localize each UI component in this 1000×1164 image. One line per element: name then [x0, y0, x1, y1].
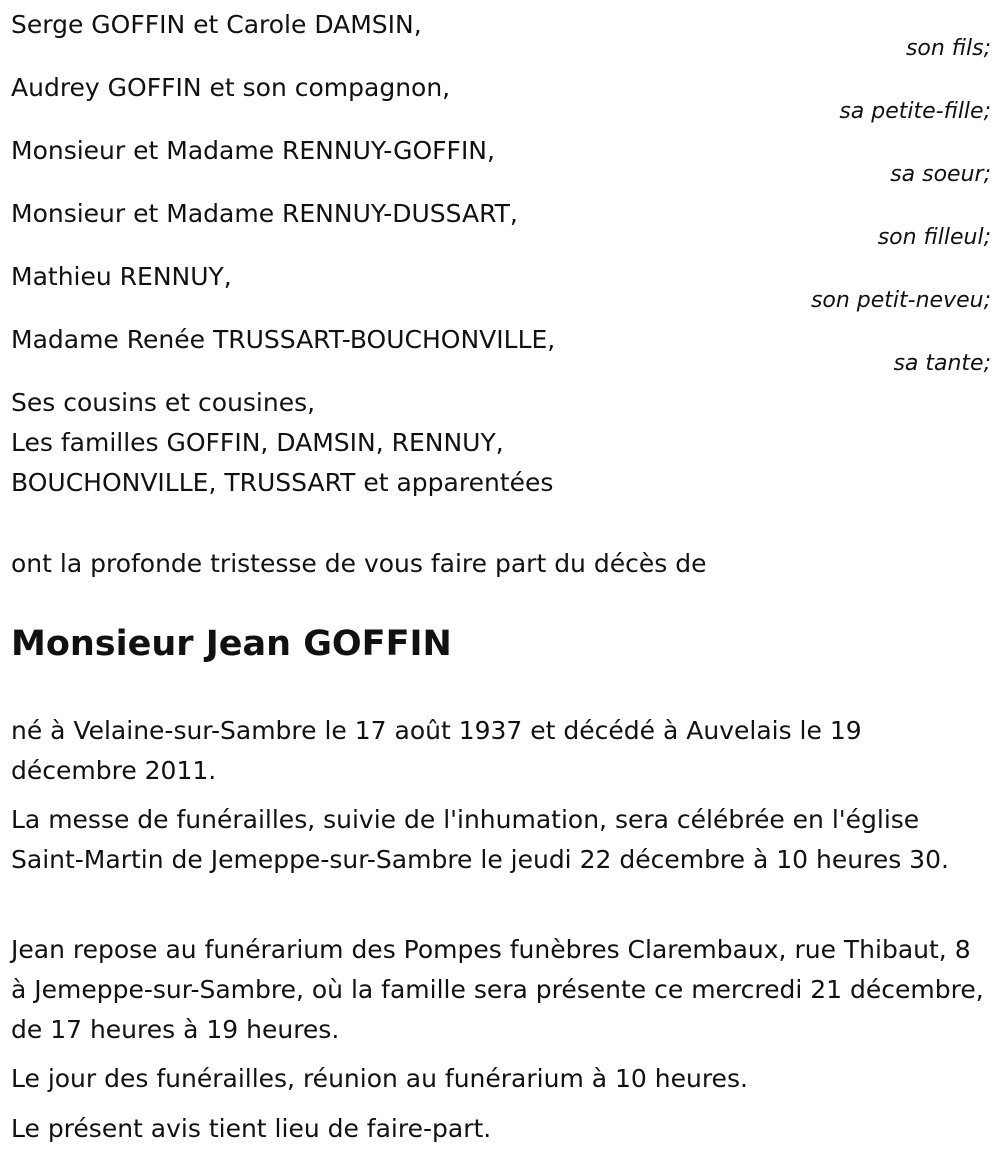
notice-paragraph: Le présent avis tient lieu de faire-part. [11, 1114, 492, 1143]
notice-paragraph: Le jour des funérailles, réunion au funérarium à 10 heures. [11, 1064, 748, 1093]
notice-paragraph: La messe de funérailles, suivie de l'inhumation, sera célébrée en l'église Saint-Martin de Jemeppe-sur-Sambre le jeudi 22 décembre à 10 heures 30. [11, 805, 949, 874]
family-entry-name: Monsieur et Madame RENNUY-GOFFIN, [11, 136, 495, 165]
notice-paragraph: né à Velaine-sur-Sambre le 17 août 1937 et décédé à Auvelais le 19 décembre 2011. [11, 716, 862, 785]
family-entry-relation: son filleul; [877, 225, 991, 250]
family-entry-name: Madame Renée TRUSSART-BOUCHONVILLE, [11, 325, 556, 354]
announcement-text: ont la profonde tristesse de vous faire part du décès de [11, 549, 707, 578]
family-entry-name: Mathieu RENNUY, [11, 262, 232, 291]
family-entry-relation: son fils; [905, 36, 991, 61]
family-entry-relation: sa tante; [893, 351, 991, 376]
other-relatives-line: Ses cousins et cousines, [11, 388, 316, 417]
deceased-name: Monsieur Jean GOFFIN [11, 624, 452, 664]
notice-paragraph: Jean repose au funérarium des Pompes funèbres Clarembaux, rue Thibaut, 8 à Jemeppe-sur-Sambre, où la famille sera présente ce mercredi 21 décembre, de 17 heures à 19 heures. [11, 935, 984, 1044]
family-entry-name: Serge GOFFIN et Carole DAMSIN, [11, 10, 422, 39]
family-entry-relation: sa petite-fille; [839, 99, 991, 124]
other-relatives-line: BOUCHONVILLE, TRUSSART et apparentées [11, 468, 554, 497]
family-entry-name: Audrey GOFFIN et son compagnon, [11, 73, 451, 102]
family-entry-name: Monsieur et Madame RENNUY-DUSSART, [11, 199, 518, 228]
other-relatives-line: Les familles GOFFIN, DAMSIN, RENNUY, [11, 428, 504, 457]
family-entry-relation: son petit-neveu; [810, 288, 991, 313]
family-entry-relation: sa soeur; [890, 162, 991, 187]
